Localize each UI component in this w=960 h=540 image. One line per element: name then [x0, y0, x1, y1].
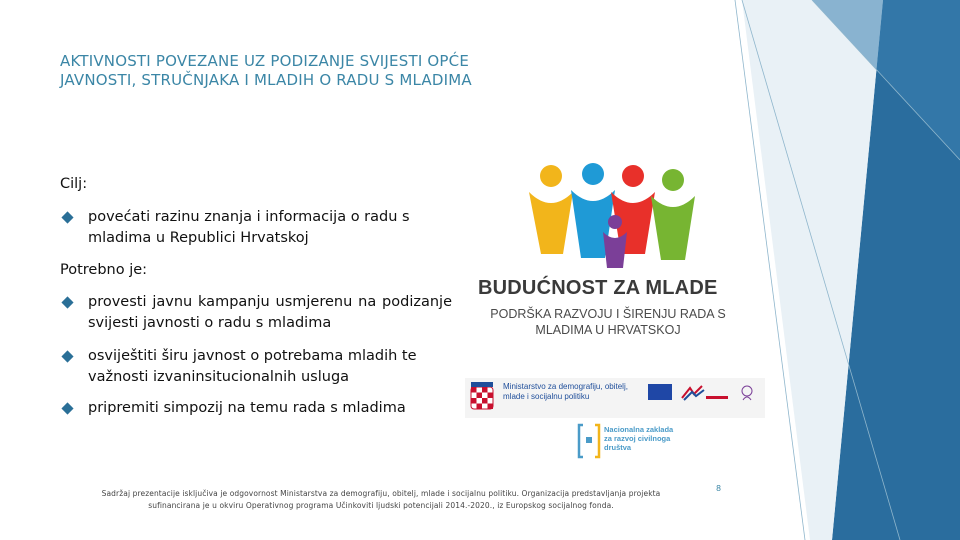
foundation-name: Nacionalna zaklada za razvoj civilnoga društva: [604, 425, 674, 452]
page-number: 8: [716, 484, 722, 493]
project-figures-logo: [515, 162, 715, 272]
slide-title: AKTIVNOSTI POVEZANE UZ PODIZANJE SVIJESTI OPĆE JAVNOSTI, STRUČNJAKA I MLADIH O RADU S MLADIMA: [60, 52, 472, 89]
esf-logo-icon: [680, 384, 730, 402]
eu-flag-icon: [648, 384, 672, 400]
goal-label: Cilj:: [60, 176, 88, 192]
goal-item-text: povećati razinu znanja i informacija o radu s mladima u Republici Hrvatskoj: [88, 209, 410, 246]
diamond-bullet-icon: [61, 402, 73, 414]
need-item: [62, 292, 452, 334]
diamond-bullet-icon: [61, 296, 73, 308]
foundation-logo-icon: [577, 423, 601, 459]
need-item-text: osviještiti širu javnost o potrebama mladih te važnosti izvaninsitucionalnih usluga: [88, 348, 417, 385]
project-logo-subtitle: PODRŠKA RAZVOJU I ŠIRENJU RADA S MLADIMA U HRVATSKOJ: [490, 307, 726, 337]
ministry-name: Ministarstvo za demografiju, obitelj, mlade i socijalnu politiku: [503, 382, 628, 401]
need-item-text: provesti javnu kampanju usmjerenu na podizanje svijesti javnosti o radu s mladima: [88, 294, 452, 331]
diamond-bullet-icon: [61, 211, 73, 223]
goal-item: [62, 207, 452, 249]
need-item: [62, 346, 452, 388]
need-item: [62, 398, 452, 419]
slide-footer: Sadržaj prezentacije isključiva je odgovornost Ministarstva za demografiju, obitelj, mlade i socijalnu politiku. Organizacija predstavljanja projekta sufinancirana je u okviru Operativnog programa Učinkoviti ljudski potencijali 2014.-2020., iz Europskog socijalnog fonda.: [101, 489, 661, 510]
need-label: Potrebno je:: [60, 262, 148, 278]
need-item-text: pripremiti simpozij na temu rada s mladima: [88, 400, 406, 416]
project-logo-title: BUDUĆNOST ZA MLADE: [478, 277, 718, 299]
partner-logo-icon: [740, 384, 754, 402]
croatian-coat-of-arms-icon: [470, 381, 494, 411]
diamond-bullet-icon: [61, 350, 73, 362]
